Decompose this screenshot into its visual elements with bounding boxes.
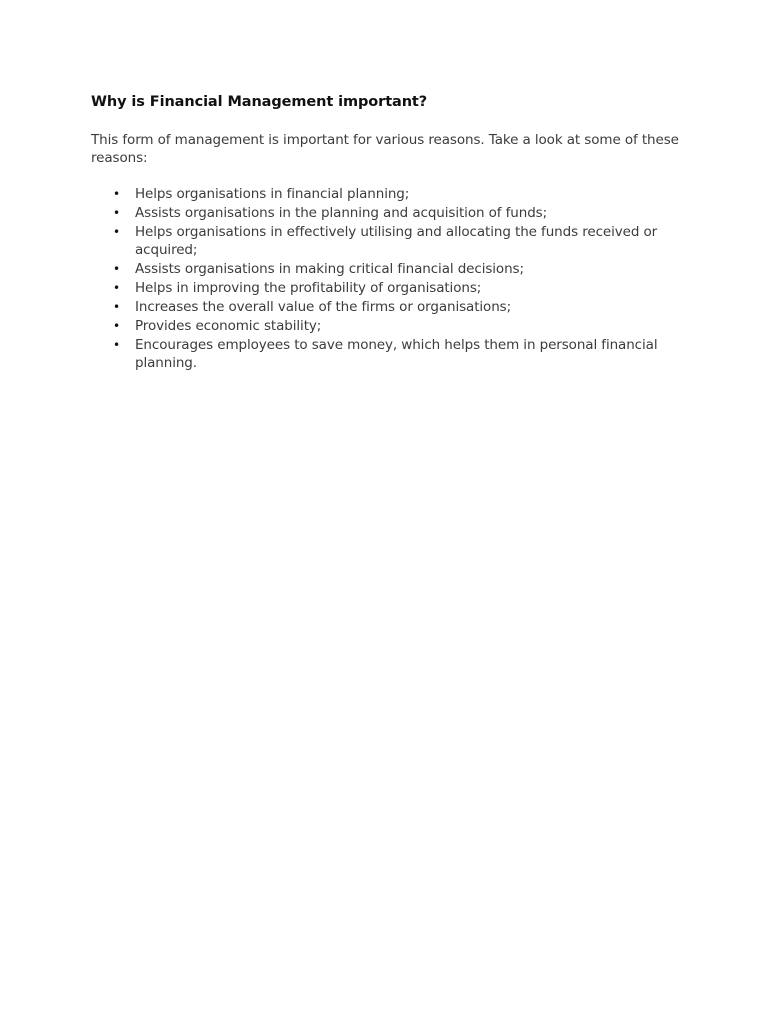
list-item [91,260,681,278]
list-item [91,223,681,259]
list-item-text: Increases the overall value of the firms or organisations; [135,299,512,315]
bullet-icon: • [113,187,120,201]
bullet-icon: • [113,300,120,314]
list-item [91,204,681,222]
list-item-text: Helps organisations in financial planning; [135,186,410,202]
reasons-list [91,185,681,372]
bullet-icon: • [113,206,120,220]
list-item-text: Provides economic stability; [135,318,322,334]
list-item [91,317,681,335]
list-item [91,298,681,316]
bullet-icon: • [113,281,120,295]
bullet-icon: • [113,338,120,352]
document-body [91,92,681,373]
list-item [91,185,681,203]
list-item-text: Encourages employees to save money, which helps them in personal financial planning. [135,337,658,371]
list-item-text: Assists organisations in the planning and acquisition of funds; [135,205,548,221]
list-item [91,336,681,372]
intro-paragraph: This form of management is important for various reasons. Take a look at some of these reasons: [91,132,679,166]
bullet-icon: • [113,225,120,239]
bullet-icon: • [113,262,120,276]
list-item-text: Helps in improving the profitability of organisations; [135,280,482,296]
page-title: Why is Financial Management important? [91,94,428,110]
list-item-text: Assists organisations in making critical financial decisions; [135,261,524,277]
list-item [91,279,681,297]
bullet-icon: • [113,319,120,333]
list-item-text: Helps organisations in effectively utilising and allocating the funds received or acquired; [135,224,658,258]
